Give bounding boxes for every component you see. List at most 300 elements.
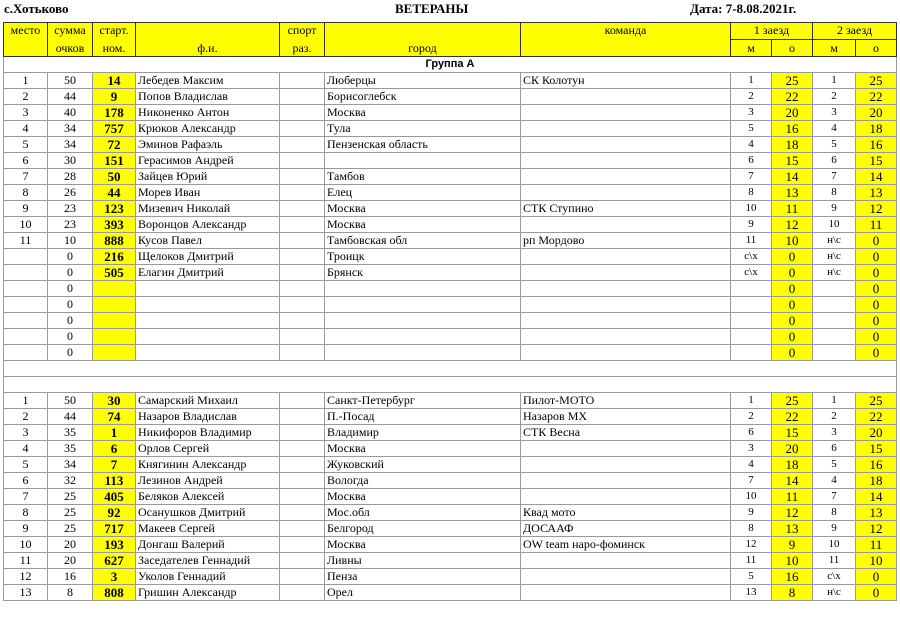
- race2-points-cell: 15: [856, 441, 897, 457]
- place-cell: 6: [4, 153, 48, 169]
- city-cell: [325, 329, 521, 345]
- city-cell: Мос.обл: [325, 505, 521, 521]
- name-cell: Макеев Сергей: [136, 521, 280, 537]
- sum-cell: 16: [48, 569, 93, 585]
- rank-cell: [280, 409, 325, 425]
- place-cell: [4, 249, 48, 265]
- start-number-cell: 74: [93, 409, 136, 425]
- race2-place-cell: 11: [813, 553, 856, 569]
- team-cell: Квад мото: [521, 505, 731, 521]
- race2-place-cell: 7: [813, 489, 856, 505]
- team-cell: [521, 89, 731, 105]
- name-cell: Осанушков Дмитрий: [136, 505, 280, 521]
- place-cell: [4, 329, 48, 345]
- start-number-cell: [93, 297, 136, 313]
- rank-cell: [280, 473, 325, 489]
- sum-cell: 34: [48, 137, 93, 153]
- table-row: [4, 297, 897, 313]
- race2-points-cell: 0: [856, 297, 897, 313]
- table-row: [4, 473, 897, 489]
- place-cell: 8: [4, 505, 48, 521]
- race2-points-cell: 13: [856, 505, 897, 521]
- city-cell: Елец: [325, 185, 521, 201]
- sum-cell: 35: [48, 425, 93, 441]
- city-cell: Москва: [325, 105, 521, 121]
- race1-place-cell: [731, 281, 772, 297]
- race2-place-cell: 9: [813, 201, 856, 217]
- race1-place-cell: 2: [731, 89, 772, 105]
- race2-points-cell: 18: [856, 121, 897, 137]
- rank-cell: [280, 217, 325, 233]
- table-row: [4, 121, 897, 137]
- sum-cell: 20: [48, 553, 93, 569]
- place-cell: [4, 297, 48, 313]
- start-number-cell: [93, 345, 136, 361]
- race2-place-cell: н\с: [813, 233, 856, 249]
- race2-place-cell: 2: [813, 89, 856, 105]
- col-sum: сумма: [48, 23, 93, 40]
- team-cell: Пилот-МОТО: [521, 393, 731, 409]
- sum-cell: 32: [48, 473, 93, 489]
- place-cell: 13: [4, 585, 48, 601]
- start-number-cell: 808: [93, 585, 136, 601]
- rank-cell: [280, 121, 325, 137]
- place-cell: 9: [4, 201, 48, 217]
- race1-points-cell: 10: [772, 233, 813, 249]
- rank-cell: [280, 425, 325, 441]
- race2-place-cell: 6: [813, 153, 856, 169]
- race1-place-cell: 7: [731, 473, 772, 489]
- race1-place-cell: [731, 329, 772, 345]
- start-number-cell: 505: [93, 265, 136, 281]
- start-number-cell: 113: [93, 473, 136, 489]
- table-row: [4, 505, 897, 521]
- col-race2-o: о: [856, 40, 897, 57]
- race2-points-cell: 0: [856, 329, 897, 345]
- start-number-cell: 393: [93, 217, 136, 233]
- race1-place-cell: 6: [731, 425, 772, 441]
- rank-cell: [280, 505, 325, 521]
- city-cell: Жуковский: [325, 457, 521, 473]
- race2-points-cell: 12: [856, 201, 897, 217]
- city-cell: Москва: [325, 441, 521, 457]
- city-cell: Пензенская область: [325, 137, 521, 153]
- table-row: [4, 137, 897, 153]
- table-row: [4, 233, 897, 249]
- race2-place-cell: 8: [813, 185, 856, 201]
- race2-points-cell: 25: [856, 393, 897, 409]
- race1-points-cell: 0: [772, 265, 813, 281]
- name-cell: Орлов Сергей: [136, 441, 280, 457]
- place-cell: 9: [4, 521, 48, 537]
- start-number-cell: 627: [93, 553, 136, 569]
- place-cell: 12: [4, 569, 48, 585]
- sum-cell: 35: [48, 441, 93, 457]
- race1-points-cell: 12: [772, 217, 813, 233]
- race1-points-cell: 15: [772, 425, 813, 441]
- rank-cell: [280, 297, 325, 313]
- name-cell: Заседателев Геннадий: [136, 553, 280, 569]
- race2-points-cell: 14: [856, 169, 897, 185]
- start-number-cell: [93, 313, 136, 329]
- team-cell: [521, 585, 731, 601]
- sheet-title: ВЕТЕРАНЫ: [395, 1, 469, 16]
- rank-cell: [280, 185, 325, 201]
- team-cell: [521, 297, 731, 313]
- name-cell: Донгаш Валерий: [136, 537, 280, 553]
- city-cell: [325, 153, 521, 169]
- rank-cell: [280, 313, 325, 329]
- city-cell: Пенза: [325, 569, 521, 585]
- race1-place-cell: с\х: [731, 249, 772, 265]
- table-row: [4, 201, 897, 217]
- race2-points-cell: 10: [856, 553, 897, 569]
- col-city: город: [325, 40, 521, 57]
- team-cell: [521, 217, 731, 233]
- col-race2-m: м: [813, 40, 856, 57]
- sum-cell: 44: [48, 409, 93, 425]
- start-number-cell: 9: [93, 89, 136, 105]
- race2-place-cell: [813, 313, 856, 329]
- city-cell: Москва: [325, 489, 521, 505]
- race1-place-cell: 13: [731, 585, 772, 601]
- race2-points-cell: 20: [856, 105, 897, 121]
- results-table: [3, 22, 897, 601]
- start-number-cell: 14: [93, 73, 136, 89]
- race1-place-cell: 8: [731, 521, 772, 537]
- team-cell: рп Мордово: [521, 233, 731, 249]
- sum-cell: 25: [48, 489, 93, 505]
- start-number-cell: 6: [93, 441, 136, 457]
- name-cell: Гришин Александр: [136, 585, 280, 601]
- place-cell: [4, 313, 48, 329]
- sum-cell: 23: [48, 217, 93, 233]
- name-cell: Герасимов Андрей: [136, 153, 280, 169]
- header-row-2: [4, 40, 897, 57]
- table-row: [4, 153, 897, 169]
- table-row: [4, 345, 897, 361]
- race2-points-cell: 16: [856, 457, 897, 473]
- rank-cell: [280, 441, 325, 457]
- place-cell: 2: [4, 409, 48, 425]
- race2-place-cell: 9: [813, 521, 856, 537]
- city-cell: [325, 297, 521, 313]
- rank-cell: [280, 329, 325, 345]
- place-cell: 4: [4, 441, 48, 457]
- table-row: [4, 217, 897, 233]
- city-cell: Санкт-Петербург: [325, 393, 521, 409]
- sum-cell: 25: [48, 505, 93, 521]
- name-cell: Мизевич Николай: [136, 201, 280, 217]
- sum-cell: 23: [48, 201, 93, 217]
- team-cell: [521, 441, 731, 457]
- race2-points-cell: 14: [856, 489, 897, 505]
- race2-points-cell: 11: [856, 217, 897, 233]
- team-cell: [521, 121, 731, 137]
- sum-cell: 10: [48, 233, 93, 249]
- race2-place-cell: 1: [813, 73, 856, 89]
- sum-cell: 0: [48, 265, 93, 281]
- race2-place-cell: [813, 281, 856, 297]
- race2-place-cell: с\х: [813, 569, 856, 585]
- race1-points-cell: 14: [772, 473, 813, 489]
- rank-cell: [280, 249, 325, 265]
- rank-cell: [280, 569, 325, 585]
- start-number-cell: 7: [93, 457, 136, 473]
- start-number-cell: 92: [93, 505, 136, 521]
- race2-points-cell: 12: [856, 521, 897, 537]
- race2-points-cell: 22: [856, 409, 897, 425]
- sum-cell: 0: [48, 297, 93, 313]
- place-cell: 1: [4, 73, 48, 89]
- city-cell: Тамбов: [325, 169, 521, 185]
- table-row: [4, 169, 897, 185]
- race2-place-cell: 10: [813, 217, 856, 233]
- place-cell: [4, 281, 48, 297]
- race2-points-cell: 0: [856, 281, 897, 297]
- race1-points-cell: 12: [772, 505, 813, 521]
- spacer-row: [4, 361, 897, 377]
- race1-points-cell: 13: [772, 521, 813, 537]
- rank-cell: [280, 137, 325, 153]
- start-number-cell: 888: [93, 233, 136, 249]
- place-cell: 1: [4, 393, 48, 409]
- name-cell: [136, 345, 280, 361]
- city-cell: П.-Посад: [325, 409, 521, 425]
- race1-points-cell: 22: [772, 409, 813, 425]
- race1-place-cell: 2: [731, 409, 772, 425]
- race2-points-cell: 0: [856, 249, 897, 265]
- sum-cell: 50: [48, 73, 93, 89]
- rank-cell: [280, 553, 325, 569]
- place-cell: 10: [4, 217, 48, 233]
- group-a-row: [4, 57, 897, 73]
- race1-place-cell: 10: [731, 201, 772, 217]
- race1-points-cell: 14: [772, 169, 813, 185]
- team-cell: [521, 345, 731, 361]
- race2-place-cell: н\с: [813, 585, 856, 601]
- race1-place-cell: 3: [731, 105, 772, 121]
- race2-place-cell: 8: [813, 505, 856, 521]
- team-cell: [521, 473, 731, 489]
- team-cell: [521, 265, 731, 281]
- sum-cell: 8: [48, 585, 93, 601]
- col-race1: 1 заезд: [731, 23, 813, 40]
- city-cell: [325, 313, 521, 329]
- rank-cell: [280, 89, 325, 105]
- race1-points-cell: 13: [772, 185, 813, 201]
- place-cell: 3: [4, 425, 48, 441]
- sum-cell: 0: [48, 249, 93, 265]
- city-cell: Брянск: [325, 265, 521, 281]
- place-cell: 5: [4, 457, 48, 473]
- race1-place-cell: 9: [731, 505, 772, 521]
- rank-cell: [280, 537, 325, 553]
- name-cell: Кусов Павел: [136, 233, 280, 249]
- place-cell: 7: [4, 489, 48, 505]
- start-number-cell: 30: [93, 393, 136, 409]
- city-cell: Москва: [325, 537, 521, 553]
- race2-place-cell: 5: [813, 137, 856, 153]
- race1-place-cell: 6: [731, 153, 772, 169]
- race1-place-cell: [731, 313, 772, 329]
- col-start-2: ном.: [93, 40, 136, 57]
- group-a-title: Группа А: [4, 57, 897, 73]
- race2-points-cell: 0: [856, 265, 897, 281]
- table-row: [4, 185, 897, 201]
- col-rank-2: раз.: [280, 40, 325, 57]
- race1-points-cell: 11: [772, 489, 813, 505]
- city-cell: Орел: [325, 585, 521, 601]
- city-cell: Троицк: [325, 249, 521, 265]
- race1-place-cell: 5: [731, 121, 772, 137]
- race1-place-cell: 10: [731, 489, 772, 505]
- table-row: [4, 585, 897, 601]
- team-cell: СТК Ступино: [521, 201, 731, 217]
- start-number-cell: 193: [93, 537, 136, 553]
- race2-points-cell: 0: [856, 233, 897, 249]
- place-cell: 5: [4, 137, 48, 153]
- col-race1-m: м: [731, 40, 772, 57]
- table-row: [4, 425, 897, 441]
- race1-points-cell: 25: [772, 73, 813, 89]
- rank-cell: [280, 201, 325, 217]
- table-row: [4, 441, 897, 457]
- team-cell: [521, 553, 731, 569]
- rank-cell: [280, 281, 325, 297]
- team-cell: [521, 185, 731, 201]
- race2-place-cell: 4: [813, 121, 856, 137]
- team-cell: [521, 329, 731, 345]
- city-cell: Москва: [325, 217, 521, 233]
- race2-points-cell: 0: [856, 569, 897, 585]
- team-cell: СК Колотун: [521, 73, 731, 89]
- city-cell: Владимир: [325, 425, 521, 441]
- sum-cell: 26: [48, 185, 93, 201]
- table-row: [4, 521, 897, 537]
- place-cell: 11: [4, 553, 48, 569]
- rank-cell: [280, 105, 325, 121]
- race1-place-cell: 1: [731, 73, 772, 89]
- race1-place-cell: [731, 297, 772, 313]
- col-name: ф.и.: [136, 40, 280, 57]
- race2-points-cell: 11: [856, 537, 897, 553]
- team-cell: [521, 137, 731, 153]
- sum-cell: 0: [48, 345, 93, 361]
- race1-points-cell: 15: [772, 153, 813, 169]
- race2-place-cell: н\с: [813, 265, 856, 281]
- table-row: [4, 265, 897, 281]
- team-cell: OW team наро-фоминск: [521, 537, 731, 553]
- sum-cell: 0: [48, 329, 93, 345]
- team-cell: [521, 457, 731, 473]
- city-cell: Ливны: [325, 553, 521, 569]
- table-row: [4, 457, 897, 473]
- col-place: место: [4, 23, 48, 40]
- rank-cell: [280, 489, 325, 505]
- city-cell: [325, 281, 521, 297]
- table-row: [4, 553, 897, 569]
- sum-cell: 0: [48, 281, 93, 297]
- race2-place-cell: [813, 297, 856, 313]
- team-cell: [521, 249, 731, 265]
- name-cell: Зайцев Юрий: [136, 169, 280, 185]
- rank-cell: [280, 153, 325, 169]
- rank-cell: [280, 585, 325, 601]
- race2-points-cell: 20: [856, 425, 897, 441]
- sum-cell: 40: [48, 105, 93, 121]
- race2-points-cell: 15: [856, 153, 897, 169]
- place-cell: [4, 345, 48, 361]
- table-row: [4, 89, 897, 105]
- city-cell: Борисоглебск: [325, 89, 521, 105]
- name-cell: Попов Владислав: [136, 89, 280, 105]
- start-number-cell: 405: [93, 489, 136, 505]
- race2-points-cell: 18: [856, 473, 897, 489]
- col-race1-o: о: [772, 40, 813, 57]
- place-cell: [4, 265, 48, 281]
- race1-points-cell: 16: [772, 121, 813, 137]
- race1-points-cell: 0: [772, 313, 813, 329]
- name-cell: Беляков Алексей: [136, 489, 280, 505]
- sum-cell: 0: [48, 313, 93, 329]
- team-cell: [521, 313, 731, 329]
- city-cell: [325, 345, 521, 361]
- race2-place-cell: 3: [813, 425, 856, 441]
- col-sum-2: очков: [48, 40, 93, 57]
- rank-cell: [280, 393, 325, 409]
- team-cell: [521, 105, 731, 121]
- race1-points-cell: 20: [772, 105, 813, 121]
- table-row: [4, 281, 897, 297]
- name-cell: Княгинин Александр: [136, 457, 280, 473]
- name-cell: [136, 329, 280, 345]
- race1-points-cell: 18: [772, 457, 813, 473]
- start-number-cell: 44: [93, 185, 136, 201]
- start-number-cell: 123: [93, 201, 136, 217]
- race1-place-cell: 11: [731, 553, 772, 569]
- date-label: Дата: 7-8.08.2021г.: [690, 1, 797, 16]
- race1-points-cell: 9: [772, 537, 813, 553]
- sum-cell: 30: [48, 153, 93, 169]
- name-cell: Никифоров Владимир: [136, 425, 280, 441]
- name-cell: Елагин Дмитрий: [136, 265, 280, 281]
- race2-place-cell: н\с: [813, 249, 856, 265]
- race2-points-cell: 25: [856, 73, 897, 89]
- start-number-cell: [93, 281, 136, 297]
- col-start: старт.: [93, 23, 136, 40]
- race2-place-cell: 6: [813, 441, 856, 457]
- col-race2: 2 заезд: [813, 23, 897, 40]
- city-cell: Люберцы: [325, 73, 521, 89]
- name-cell: [136, 313, 280, 329]
- table-row: [4, 393, 897, 409]
- race2-place-cell: 2: [813, 409, 856, 425]
- race2-place-cell: 4: [813, 473, 856, 489]
- race2-points-cell: 13: [856, 185, 897, 201]
- start-number-cell: 50: [93, 169, 136, 185]
- race2-points-cell: 0: [856, 345, 897, 361]
- team-cell: Назаров МХ: [521, 409, 731, 425]
- city-cell: Вологда: [325, 473, 521, 489]
- rank-cell: [280, 73, 325, 89]
- race1-points-cell: 0: [772, 281, 813, 297]
- race1-points-cell: 0: [772, 329, 813, 345]
- team-cell: [521, 169, 731, 185]
- race1-place-cell: 1: [731, 393, 772, 409]
- start-number-cell: 717: [93, 521, 136, 537]
- start-number-cell: 151: [93, 153, 136, 169]
